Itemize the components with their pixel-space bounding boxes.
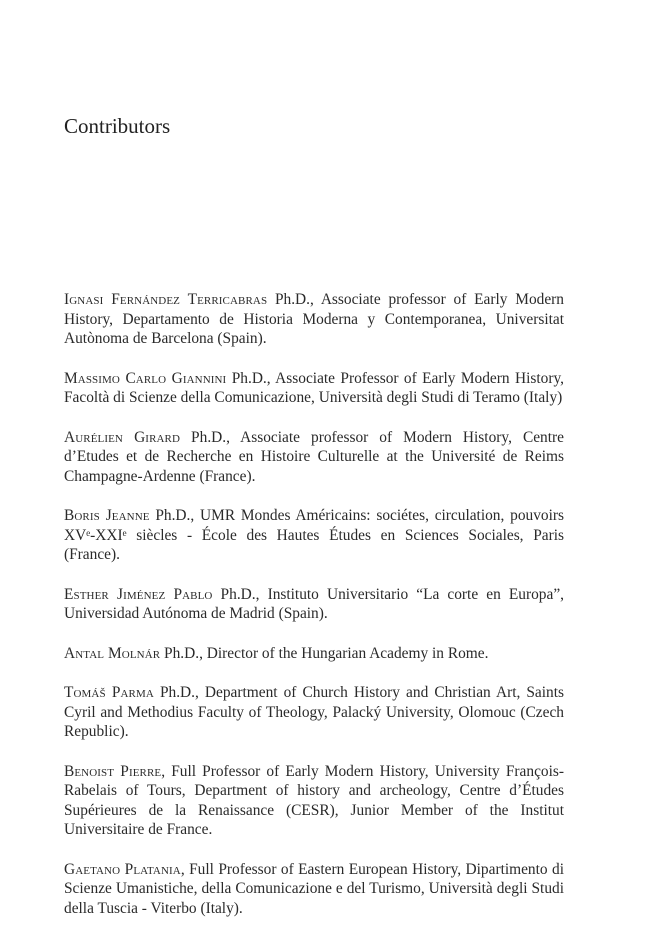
contributor-entry xyxy=(64,506,564,565)
page-title: Contributors xyxy=(64,114,171,138)
contributor-details: Ph.D., Associate professor of Early Modern History, Departamento de Historia Moderna y Contemporanea, Universitat Autònoma de Barcelona (Spain). xyxy=(64,291,564,347)
contributor-entry xyxy=(64,428,564,487)
contributor-name: Massimo Carlo Giannini xyxy=(64,369,227,387)
contributor-entry xyxy=(64,762,564,840)
contributor-details: , Full Professor of Early Modern History, University François-Rabelais of Tours, Department of history and archeology, Centre d’Études Supérieures de la Renaissance (CESR), Junior Member of the Institut Universitaire de France. xyxy=(64,762,564,838)
contributor-details: Ph.D., Associate professor of Modern History, Centre d’Etudes et de Recherche en Histoire Culturelle at the Université de Reims Champagne-Ardenne (France). xyxy=(64,428,564,485)
contributor-name: Antal Molnár xyxy=(64,644,161,662)
contributor-name: Gaetano Platania xyxy=(64,860,181,878)
contributor-entry xyxy=(64,369,564,408)
contributor-entry xyxy=(64,290,564,349)
contributor-details: Ph.D., Instituto Universitario “La corte en Europa”, Universidad Autónoma de Madrid (Spain). xyxy=(64,585,564,622)
contributor-details: Ph.D., Associate Professor of Early Modern History, Facoltà di Scienze della Comunicazione, Università degli Studi di Teramo (Italy) xyxy=(64,369,564,406)
contributor-name: Ignasi Fernández Terricabras xyxy=(64,291,268,308)
contributor-entry xyxy=(64,585,564,624)
contributor-name: Boris Jeanne xyxy=(64,507,150,524)
contributor-name: Tomáš Parma xyxy=(64,684,154,701)
contributor-name: Aurélien Girard xyxy=(64,428,181,446)
contributor-details: Ph.D., Department of Church History and Christian Art, Saints Cyril and Methodius Faculty of Theology, Palacký University, Olomouc (Czech Republic). xyxy=(64,684,564,740)
contributor-details: Ph.D., UMR Mondes Américains: sociétes, circulation, pouvoirs XVᵉ-XXIᵉ siècles - École des Hautes Études en Sciences Sociales, Paris (France). xyxy=(64,507,564,563)
contributor-details: Ph.D., Director of the Hungarian Academy in Rome. xyxy=(160,644,489,662)
contributor-name: Esther Jiménez Pablo xyxy=(64,585,213,603)
contributor-list xyxy=(64,290,564,938)
contributor-entry xyxy=(64,683,564,742)
contributor-name: Benoist Pierre xyxy=(64,762,162,780)
contributor-entry xyxy=(64,860,564,919)
contributor-entry xyxy=(64,644,564,664)
contributor-details: , Full Professor of Eastern European History, Dipartimento di Scienze Umanistiche, della Comunicazione e del Turismo, Università degli Studi della Tuscia - Viterbo (Italy). xyxy=(64,860,564,917)
